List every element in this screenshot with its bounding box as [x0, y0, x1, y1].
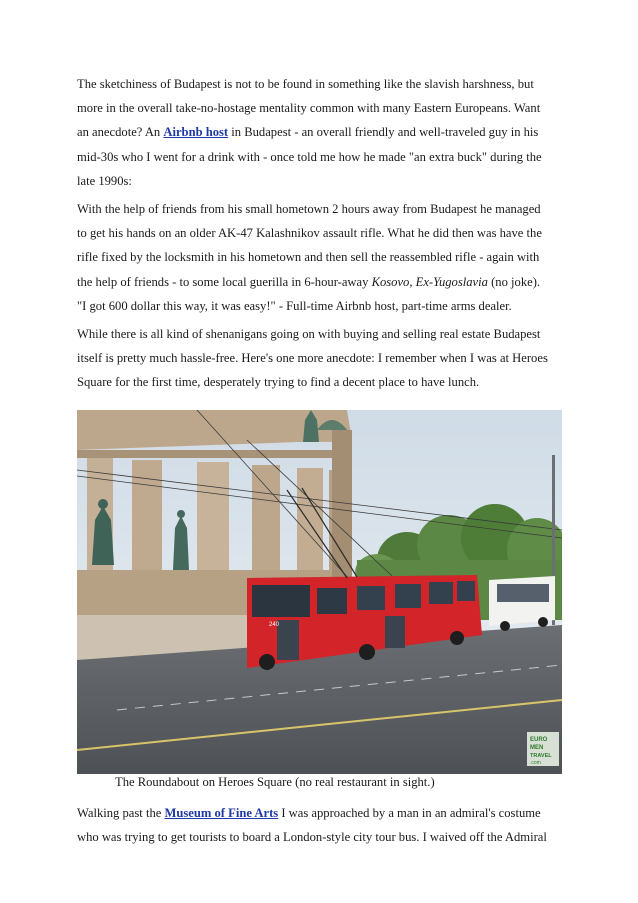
photo-illustration [77, 410, 562, 774]
museum-of-fine-arts-link[interactable]: Museum of Fine Arts [164, 806, 279, 820]
paragraph-2 [77, 197, 567, 318]
text-line: With the help of friends from his small hometown 2 hours away from Budapest he managed [77, 202, 541, 216]
paragraph-1 [77, 72, 567, 193]
text-line [77, 801, 567, 825]
euro-men-travel-watermark [527, 732, 559, 766]
svg-text:TRAVEL: TRAVEL [530, 753, 552, 759]
svg-text:EURO: EURO [530, 737, 548, 743]
paragraph-4 [77, 801, 567, 849]
kosovo-emphasis: Kosovo, Ex-Yugoslavia [371, 274, 488, 289]
paragraph-3 [77, 322, 567, 395]
text-segment: I was approached by a man in an admiral's costume [278, 806, 541, 820]
text-segment: the help of friends - to some local guerilla in 6-hour-away [77, 274, 372, 289]
white-coach [489, 576, 555, 631]
text-line: more in the overall take-no-hostage mentality common with many Eastern Europeans. Want [77, 101, 541, 116]
svg-text:.com: .com [530, 760, 541, 766]
text-segment: in Budapest - an overall friendly and well-traveled guy in his [228, 125, 539, 140]
text-line: rifle fixed by the locksmith in his hometown and then sell the reassembled rifle - again with [77, 250, 540, 265]
text-line: The sketchiness of Budapest is not to be found in something like the slavish harshness, but [77, 77, 534, 91]
text-line [77, 270, 567, 294]
text-line: late 1990s: [77, 173, 132, 188]
text-line: itself is pretty much hassle-free. Here's one more anecdote: I remember when I was at Heroes [77, 351, 548, 366]
text-segment: Walking past the [77, 806, 165, 820]
text-line: to get his hands on an older AK-47 Kalashnikov assault rifle. What he did then was have the [77, 226, 542, 241]
text-line [77, 120, 567, 144]
text-segment: (no joke). [487, 274, 541, 289]
photo-caption: The Roundabout on Heroes Square (no real restaurant in sight.) [115, 775, 435, 789]
text-line: Square for the first time, desperately trying to find a decent place to have lunch. [77, 375, 480, 390]
airbnb-host-link[interactable]: Airbnb host [163, 125, 229, 140]
svg-text:MEN: MEN [530, 745, 544, 751]
heroes-square-photo [77, 410, 562, 774]
text-line: who was trying to get tourists to board a London-style city tour bus. I waived off the Admiral [77, 830, 547, 845]
text-line: mid-30s who I went for a drink with - once told me how he made "an extra buck" during the [77, 149, 542, 164]
text-segment: an anecdote? An [77, 125, 164, 140]
text-line: "I got 600 dollar this way, it was easy!" - Full-time Airbnb host, part-time arms dealer. [77, 298, 512, 313]
text-line: While there is all kind of shenanigans going on with buying and selling real estate Budapest [77, 327, 541, 341]
bus-number: 240 [269, 622, 280, 628]
